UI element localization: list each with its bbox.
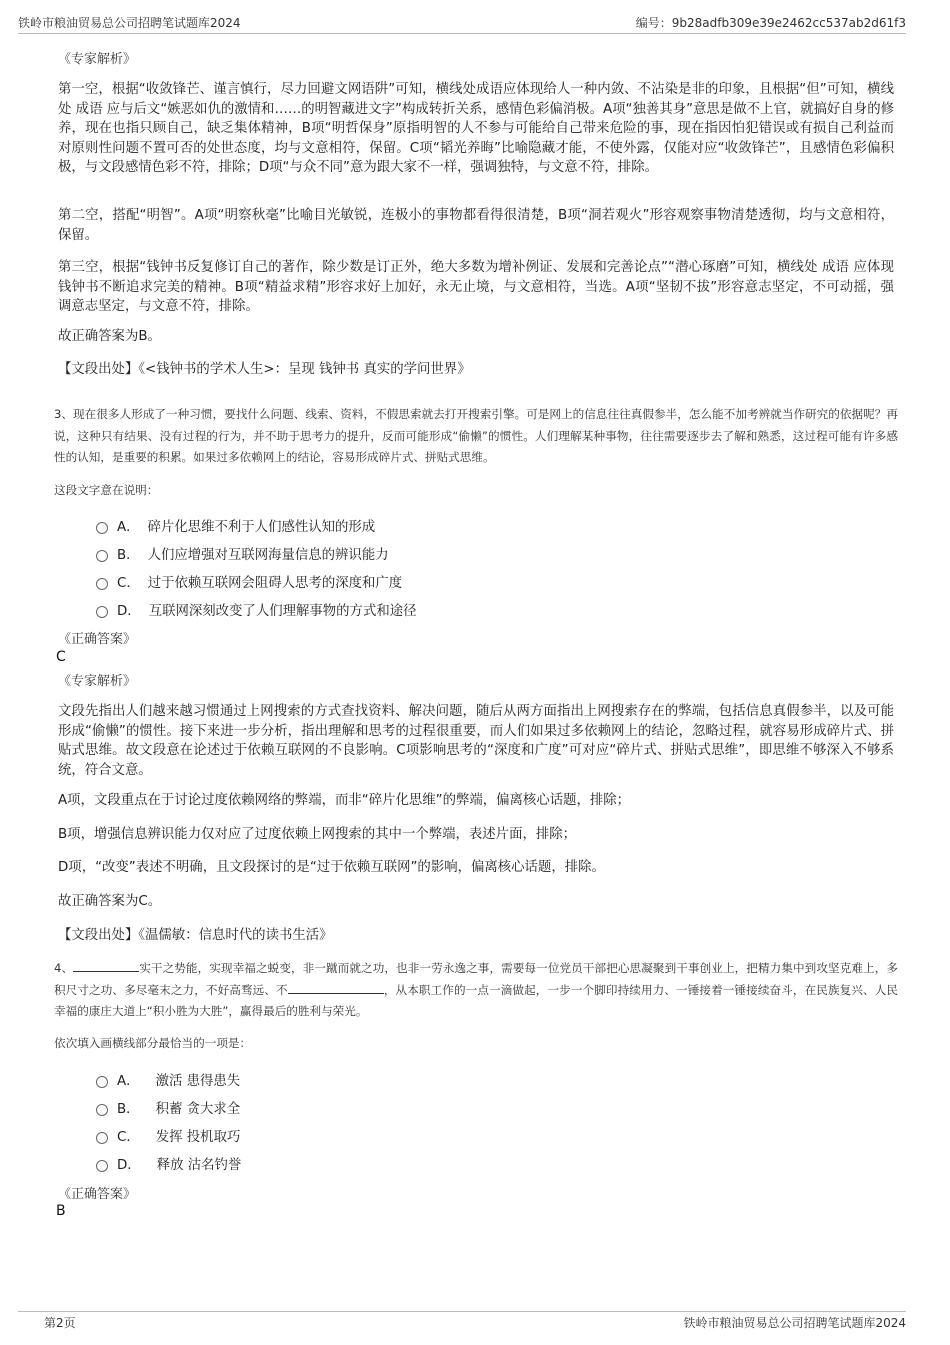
fill-blank-2[interactable] [288,981,384,994]
option-letter: C． [117,576,140,591]
header-divider [18,33,906,34]
q3-analysis-label: 《专家解析》 [58,674,137,689]
q4-answer-label: 《正确答案》 [58,1187,137,1202]
option-letter: B． [117,548,140,563]
header-doc-id: 编号：9b28adfb309e39e2462cc537ab2d61f3 [635,16,906,30]
q2-analysis-label: 《专家解析》 [58,52,137,67]
q4-stem [54,958,898,1023]
page-footer [44,1314,906,1331]
q3-answer-label: 《正确答案》 [58,632,137,647]
footer-title: 铁岭市粮油贸易总公司招聘笔试题库2024 [683,1316,906,1330]
option-letter: D． [117,1158,141,1173]
option-letter: B． [117,1102,140,1117]
radio-icon[interactable] [96,1076,108,1088]
option-text: 积蓄 贪大求全 [155,1102,241,1117]
q4-option-d[interactable] [96,1154,241,1173]
option-text: 释放 沽名钓誉 [156,1158,242,1173]
option-text: 激活 患得患失 [155,1074,241,1089]
option-text: 碎片化思维不利于人们感性认知的形成 [147,520,376,535]
q4-answer: B [56,1203,66,1219]
q3-option-b[interactable] [96,544,389,563]
q3-stem: 3、现在很多人形成了一种习惯，要找什么问题、线索、资料，不假思索就去打开搜索引擎。可是网上的信息往往真假参半，怎么能不加考辨就当作研究的依据呢？再说，这种只有结果、没有过程的行为，并不助于思考力的提升，反而可能形成“偷懒”的惯性。人们理解某种事物，往往需要逐步去了解和熟悉，这过程可能有许多感性的认知，是重要的积累。如果过多依赖网上的结论，容易形成碎片式、拼贴式思维。 [54,407,898,464]
q2-analysis-para-2: 第二空，搭配“明智”。A项“明察秋毫”比喻目光敏锐，连极小的事物都看得很清楚，B项“洞若观火”形容观察事物清楚透彻，均与文意相符，保留。 [58,208,894,243]
option-letter: A． [117,520,140,535]
radio-icon[interactable] [96,1132,108,1144]
header-title: 铁岭市粮油贸易总公司招聘笔试题库2024 [18,16,241,30]
q4-stem-part2: ，从本职工作的一点一滴做起，一步一个脚印持续用力、一锤接着一锤接续奋斗，在民族复兴、人民幸福的康庄大道上“积小胜为大胜”，赢得最后的胜利与荣光。 [54,982,898,1018]
q2-analysis-para-3: 第三空，根据“钱钟书反复修订自己的著作，除少数是订正外，绝大多数为增补例证、发展和完善论点”“潜心琢磨”可知，横线处 成语 应体现钱钟书不断追求完美的精神。B项“精益求精”形容求好上加好，永无止境，与文意相符，当选。A项“坚韧不拔”形容意志坚定，不可动摇，强调意志坚定，与文意不符，排除。 [58,260,894,314]
radio-icon[interactable] [96,578,108,590]
q3-answer: C [56,649,66,665]
option-text: 过于依赖互联网会阻碍人思考的深度和广度 [147,576,403,591]
option-letter: C． [117,1130,140,1145]
fill-blank-1[interactable] [73,959,139,972]
page-header [18,14,906,31]
q4-option-a[interactable] [96,1070,240,1089]
option-text: 发挥 投机取巧 [155,1130,241,1145]
q4-option-b[interactable] [96,1098,240,1117]
q3-option-a[interactable] [96,516,375,535]
radio-icon[interactable] [96,1104,108,1116]
option-letter: A． [117,1074,140,1089]
radio-icon[interactable] [96,522,108,534]
q2-analysis-para-1: 第一空，根据“收敛锋芒、谨言慎行，尽力回避文网语阱”可知，横线处成语应体现给人一种内敛、不沾染是非的印象，且根据“但”可知，横线处 成语 应与后文“嫉恶如仇的激情和……的明智藏进文字”构成转折关系，感情色彩偏消极。A项“独善其身”意思是做不上官，就搞好自身的修养，现在也指只顾自己，缺乏集体精神，B项“明哲保身”原指明智的人不参与可能给自己带来危险的事，现在指因怕犯错误或有损自己利益而对原则性问题不置可否的处世态度，均与文意相符，保留。C项“韬光养晦”比喻隐藏才能，不使外露，仅能对应“收敛锋芒”，且感情色彩偏积极，与文段感情色彩不符，排除；D项“与众不同”意为跟大家不一样，强调独特，与文意不符，排除。 [58,82,894,175]
radio-icon[interactable] [96,550,108,562]
q2-conclusion: 故正确答案为B。 [58,329,161,344]
option-text: 互联网深刻改变了人们理解事物的方式和途径 [148,604,417,619]
q3-conclusion: 故正确答案为C。 [58,894,162,909]
radio-icon[interactable] [96,606,108,618]
footer-divider [18,1311,906,1312]
q3-analysis-para-2: A项，文段重点在于讨论过度依赖网络的弊端，而非“碎片化思维”的弊端，偏离核心话题，排除； [58,793,631,808]
q3-option-d[interactable] [96,600,417,619]
q3-prompt: 这段文字意在说明： [54,483,159,497]
q4-prompt: 依次填入画横线部分最恰当的一项是： [54,1036,252,1050]
q3-analysis-para-1: 文段先指出人们越来越习惯通过上网搜索的方式查找资料、解决问题，随后从两方面指出上网搜索存在的弊端，包括信息真假参半，以及可能形成“偷懒”的惯性。接下来进一步分析，指出理解和思考的过程很重要，而人们如果过多依赖网上的结论，忽略过程，就容易形成碎片式、拼贴式思维。故文段意在论述过于依赖互联网的不良影响。C项影响思考的“深度和广度”可对应“碎片式、拼贴式思维”，即思维不够深入不够系统，符合文意。 [58,704,894,778]
q3-analysis-para-4: D项，“改变”表述不明确，且文段探讨的是“过于依赖互联网”的影响，偏离核心话题，排除。 [58,860,605,875]
q3-analysis-para-3: B项，增强信息辨识能力仅对应了过度依赖上网搜索的其中一个弊端，表述片面，排除； [58,827,577,842]
page-number: 第2页 [44,1316,76,1330]
option-letter: D． [117,604,141,619]
q3-option-c[interactable] [96,572,402,591]
q2-source: 【文段出处】《<钱钟书的学术人生>：呈现 钱钟书 真实的学问世界》 [58,362,471,377]
q4-number: 4、 [54,961,74,975]
q4-stem-part1: 实干之势能，实现幸福之蜕变，非一蹴而就之功，也非一劳永逸之事，需要每一位党员干部把心思凝聚到干事创业上，把精力集中到攻坚克难上，多积尺寸之功、多尽毫末之力，不好高骛远、不 [54,961,898,997]
option-text: 人们应增强对互联网海量信息的辨识能力 [147,548,389,563]
q4-option-c[interactable] [96,1126,240,1145]
radio-icon[interactable] [96,1160,108,1172]
q3-source: 【文段出处】《温儒敏：信息时代的读书生活》 [58,928,333,943]
